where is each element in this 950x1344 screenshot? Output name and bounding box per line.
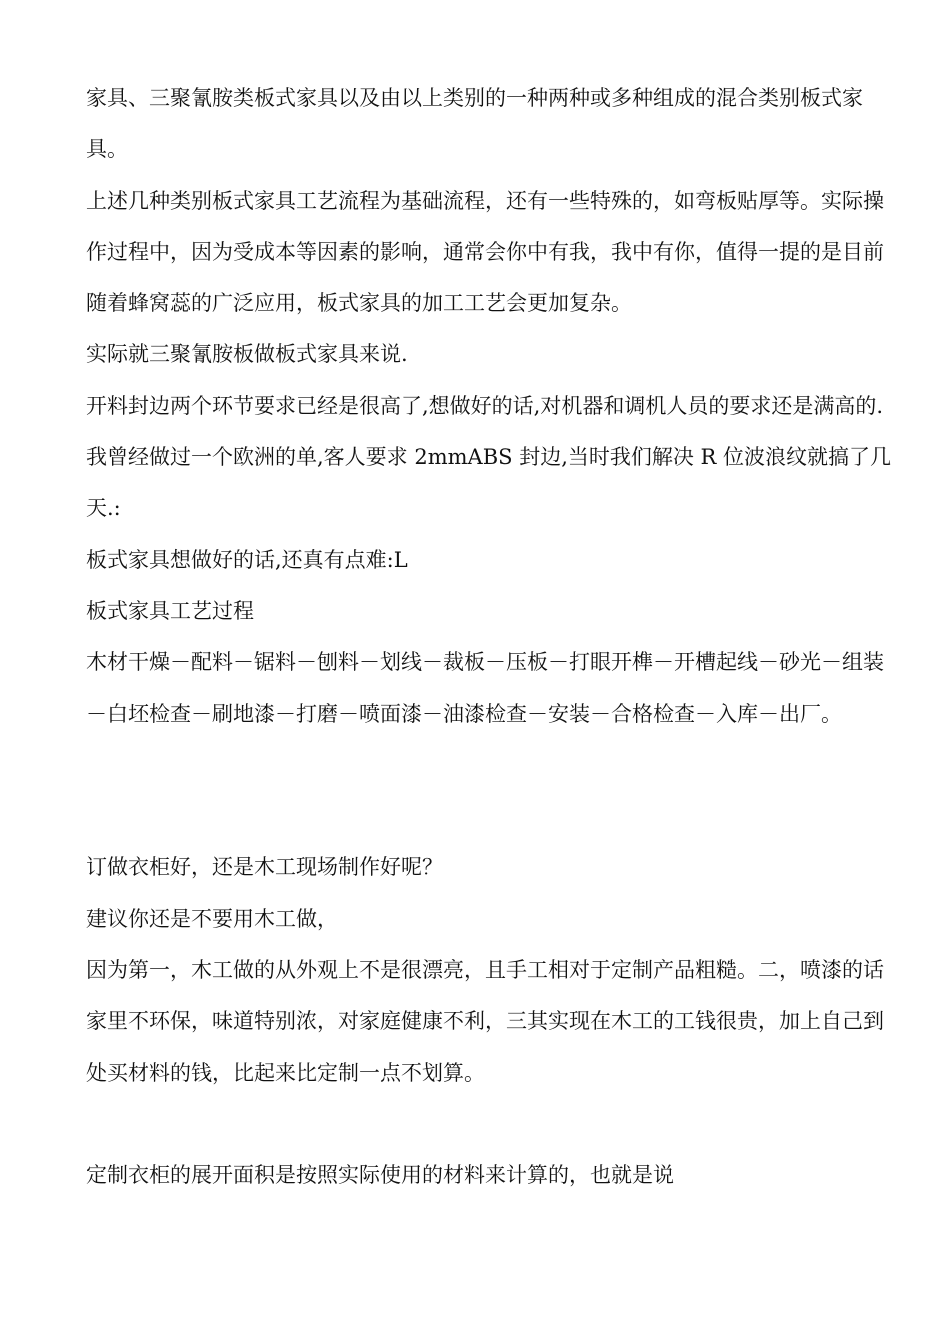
paragraph-process-overview: 上述几种类别板式家具工艺流程为基础流程，还有一些特殊的，如弯板贴厚等。实际操作过程中，因为受成本等因素的影响，通常会你中有我，我中有你，值得一提的是目前随着蜂窝蕊的广泛应用，板式家具的加工工艺会更加复杂。 <box>86 188 884 316</box>
paragraph-furniture-types-end: 家具、三聚氰胺类板式家具以及由以上类别的一种两种或多种组成的混合类别板式家具。 <box>86 86 863 162</box>
document-body <box>86 73 892 1202</box>
paragraph-advice: 建议你还是不要用木工做， <box>86 906 338 931</box>
paragraph-process-steps: 木材干燥－配料－锯料－刨料－划线－裁板－压板－打眼开榫－开槽起线－砂光－组装－白坯检查－刷地漆－打磨－喷面漆－油漆检查－安装－合格检查－入库－出厂。 <box>86 650 884 726</box>
paragraph-wardrobe-question: 订做衣柜好，还是木工现场制作好呢？ <box>86 855 443 880</box>
paragraph-cutting-edging: 开料封边两个环节要求已经是很高了,想做好的话,对机器和调机人员的要求还是满高的. <box>86 393 884 418</box>
paragraph-europe-order: 我曾经做过一个欧洲的单,客人要求 2mmABS 封边,当时我们解决 R 位波浪纹就搞了几天.: <box>86 445 892 521</box>
blank-gap <box>86 1099 892 1150</box>
section-heading-process: 板式家具工艺过程 <box>86 598 254 623</box>
blank-gap <box>86 740 892 843</box>
paragraph-area-calculation: 定制衣柜的展开面积是按照实际使用的材料来计算的，也就是说 <box>86 1163 674 1188</box>
paragraph-difficulty: 板式家具想做好的话,还真有点难:L <box>86 547 408 572</box>
paragraph-reasons: 因为第一，木工做的从外观上不是很漂亮，且手工相对于定制产品粗糙。二，喷漆的话家里不环保，味道特别浓，对家庭健康不利，三其实现在木工的工钱很贵，加上自己到处买材料的钱，比起来比定制一点不划算。 <box>86 958 884 1085</box>
paragraph-melamine-board: 实际就三聚氰胺板做板式家具来说. <box>86 342 408 367</box>
